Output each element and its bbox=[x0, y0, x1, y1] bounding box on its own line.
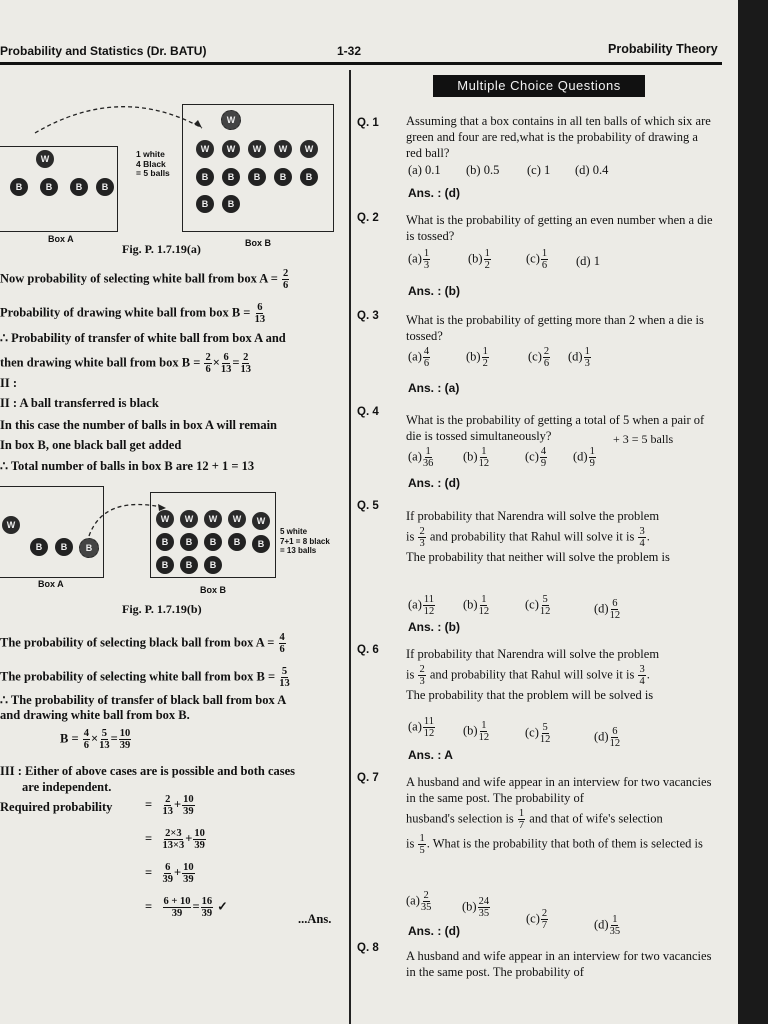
option-d: (d) $\frac{1}{9}$ bbox=[573, 446, 595, 469]
option-c: (c) $\frac{2}{6}$ bbox=[528, 346, 550, 369]
transferred-black-ball: B bbox=[79, 538, 99, 558]
option-d: (d) $\frac{6}{12}$ bbox=[594, 598, 621, 621]
option-b: (b) $\frac{1}{2}$ bbox=[468, 248, 490, 271]
white-ball: W bbox=[204, 510, 222, 528]
answer: Ans. : (a) bbox=[408, 381, 460, 395]
answer: Ans. : (d) bbox=[408, 924, 460, 938]
white-ball: W bbox=[248, 140, 266, 158]
black-ball: B bbox=[204, 556, 222, 574]
question-number: Q. 3 bbox=[357, 310, 379, 322]
text-line: then drawing white ball from box B = $\frac{2}{6}$ × $\frac{6}{13}$ = $\frac{2}{13}$ bbox=[0, 352, 251, 375]
required-probability-label: Required probability bbox=[0, 800, 113, 814]
equation-step: = $\frac{2\times 3}{13\times 3}$ + $\frac{10}{39}$ bbox=[145, 828, 205, 851]
option-a: (a) $\frac{1}{36}$ bbox=[408, 446, 434, 469]
handwritten-overlay: + 3 = 5 balls bbox=[613, 432, 674, 446]
text-line: Probability of drawing white ball from box B = $\frac{6}{13}$ bbox=[0, 302, 266, 325]
option-a: (a) $\frac{1}{3}$ bbox=[408, 248, 430, 271]
option-b: (b) $\frac{1}{12}$ bbox=[463, 594, 490, 617]
option-c: (c) $\frac{5}{12}$ bbox=[525, 722, 551, 745]
option-a: (a) 0.1 bbox=[408, 163, 441, 177]
option-b: (b) $\frac{1}{2}$ bbox=[466, 346, 488, 369]
white-ball: W bbox=[2, 516, 20, 534]
black-ball: B bbox=[180, 533, 198, 551]
black-ball: B bbox=[196, 168, 214, 186]
text-line: In box B, one black ball get added bbox=[0, 438, 182, 452]
text-line: ∴ The probability of transfer of black ball from box A bbox=[0, 693, 287, 707]
answer: Ans. : (d) bbox=[408, 476, 460, 490]
text-line: ∴ Probability of transfer of white ball from box A and bbox=[0, 331, 286, 345]
option-a: (a) $\frac{11}{12}$ bbox=[408, 716, 435, 739]
question-number: Q. 5 bbox=[357, 500, 379, 512]
section-heading: III : Either of above cases are is possible and both cases bbox=[0, 764, 296, 778]
text-line: II : bbox=[0, 376, 18, 390]
black-ball: B bbox=[228, 533, 246, 551]
text-line: and drawing white ball from box B. bbox=[0, 708, 190, 722]
text-line: The probability of selecting white ball from box B = $\frac{5}{13}$ bbox=[0, 666, 290, 689]
text-line: The probability of selecting black ball from box A = $\frac{4}{6}$ bbox=[0, 632, 285, 655]
box-b-label: Box B bbox=[245, 238, 272, 248]
box-a-note: 1 white 4 Black = 5 balls bbox=[136, 149, 170, 178]
check-mark-icon: ✓ bbox=[217, 899, 228, 914]
section-heading: II : A ball transferred is black bbox=[0, 396, 159, 410]
figure-a-caption: Fig. P. 1.7.19(a) bbox=[122, 242, 201, 256]
answer: Ans. : (b) bbox=[408, 284, 460, 298]
question-text: If probability that Narendra will solve the problem is $\frac{2}{3}$ and probability that Rahul will solve it is $\frac{3}{4}$ . The probability that neither will solve the problem is bbox=[406, 509, 670, 564]
box-b-label: Box B bbox=[200, 585, 227, 595]
white-ball: W bbox=[274, 140, 292, 158]
option-d: (d) 0.4 bbox=[575, 163, 609, 177]
white-ball: W bbox=[252, 512, 270, 530]
option-b: (b) 0.5 bbox=[466, 163, 500, 177]
option-a: (a) $\frac{4}{6}$ bbox=[408, 346, 430, 369]
question-text: What is the probability of getting a total of 5 when a pair of die is tossed simultaneously? bbox=[406, 413, 705, 443]
text-line: In this case the number of balls in box A will remain bbox=[0, 418, 278, 432]
answer: Ans. : (b) bbox=[408, 620, 460, 634]
option-b: (b) $\frac{1}{12}$ bbox=[463, 446, 490, 469]
question-text: If probability that Narendra will solve the problem is $\frac{2}{3}$ and probability that Rahul will solve it is $\frac{3}{4}$ . The probability that the problem will be solved is bbox=[406, 647, 660, 702]
answer-tag: ...Ans. bbox=[298, 912, 332, 926]
option-c: (c) $\frac{2}{7}$ bbox=[526, 908, 548, 931]
option-c: (c) $\frac{4}{9}$ bbox=[525, 446, 547, 469]
question-number: Q. 7 bbox=[357, 772, 379, 784]
answer: Ans. : (d) bbox=[408, 186, 460, 200]
black-ball: B bbox=[274, 168, 292, 186]
header-page-number: 1-32 bbox=[337, 44, 362, 58]
black-ball: B bbox=[10, 178, 28, 196]
black-ball: B bbox=[222, 168, 240, 186]
option-b: (b) $\frac{1}{12}$ bbox=[463, 720, 490, 743]
white-ball: W bbox=[156, 510, 174, 528]
question-text: What is the probability of getting an even number when a die is tossed? bbox=[406, 213, 713, 243]
question-text: A husband and wife appear in an interview for two vacancies in the same post. The probability of bbox=[406, 949, 712, 979]
black-ball: B bbox=[156, 533, 174, 551]
mcq-heading: Multiple Choice Questions bbox=[433, 75, 645, 97]
option-a: (a) $\frac{11}{12}$ bbox=[408, 594, 435, 617]
option-a: (a) $\frac{2}{35}$ bbox=[406, 890, 432, 913]
equation-step: = $\frac{6 + 10}{39}$ = $\frac{16}{39}$ ✓ bbox=[145, 896, 228, 919]
answer: Ans. : A bbox=[408, 748, 453, 762]
figure-b-caption: Fig. P. 1.7.19(b) bbox=[122, 602, 202, 616]
question-number: Q. 4 bbox=[357, 406, 379, 418]
black-ball: B bbox=[70, 178, 88, 196]
text-line: Now probability of selecting white ball from box A = $\frac{2}{6}$ bbox=[0, 268, 289, 291]
question-number: Q. 6 bbox=[357, 644, 379, 656]
option-d: (d) $\frac{6}{12}$ bbox=[594, 726, 621, 749]
option-c: (c) 1 bbox=[527, 163, 551, 177]
equation: B = $\frac{4}{6}$ × $\frac{5}{13}$ = $\frac{10}{39}$ bbox=[60, 728, 131, 751]
black-ball: B bbox=[55, 538, 73, 556]
black-ball: B bbox=[300, 168, 318, 186]
white-ball: W bbox=[180, 510, 198, 528]
question-number: Q. 2 bbox=[357, 212, 379, 224]
equation-step: = $\frac{6}{39}$ + $\frac{10}{39}$ bbox=[145, 862, 194, 885]
option-d: (d) $\frac{1}{3}$ bbox=[568, 346, 590, 369]
option-c: (c) $\frac{1}{6}$ bbox=[526, 248, 548, 271]
question-number: Q. 1 bbox=[357, 117, 379, 129]
white-ball: W bbox=[222, 140, 240, 158]
white-ball: W bbox=[36, 150, 54, 168]
box-a-label: Box A bbox=[38, 579, 64, 589]
black-ball: B bbox=[30, 538, 48, 556]
black-ball: B bbox=[96, 178, 114, 196]
question-text: Assuming that a box contains in all ten balls of which six are green and four are red,what is the probability of drawing a red ball? bbox=[406, 114, 711, 160]
option-c: (c) $\frac{5}{12}$ bbox=[525, 594, 551, 617]
white-ball: W bbox=[196, 140, 214, 158]
option-d: (d) 1 bbox=[576, 254, 600, 268]
black-ball: B bbox=[40, 178, 58, 196]
white-ball: W bbox=[300, 140, 318, 158]
equation-step: = $\frac{2}{13}$ + $\frac{10}{39}$ bbox=[145, 794, 194, 817]
box-a-label: Box A bbox=[48, 234, 74, 244]
black-ball: B bbox=[204, 533, 222, 551]
black-ball: B bbox=[248, 168, 266, 186]
option-d: (d) $\frac{1}{35}$ bbox=[594, 914, 621, 937]
text-line: are independent. bbox=[22, 780, 112, 794]
box-b-note: 5 white 7+1 = 8 black = 13 balls bbox=[280, 527, 330, 555]
black-ball: B bbox=[156, 556, 174, 574]
transferred-white-ball: W bbox=[221, 110, 241, 130]
question-text: What is the probability of getting more than 2 when a die is tossed? bbox=[406, 313, 704, 343]
text-line: ∴ Total number of balls in box B are 12 + 1 = 13 bbox=[0, 459, 255, 473]
question-number: Q. 8 bbox=[357, 942, 379, 954]
header-chapter-title: Probability Theory bbox=[608, 42, 718, 56]
header-book-title: Probability and Statistics (Dr. BATU) bbox=[0, 44, 207, 58]
column-divider bbox=[349, 70, 351, 1024]
question-text: A husband and wife appear in an interview for two vacancies in the same post. The probability of husband's selection is $\frac{1}{7}$ and that of wife's selection is $\frac{1}{5}$ . What is the probability that both of them is selected is bbox=[406, 775, 712, 856]
black-ball: B bbox=[180, 556, 198, 574]
option-b: (b) $\frac{24}{35}$ bbox=[462, 896, 490, 919]
white-ball: W bbox=[228, 510, 246, 528]
header-rule bbox=[0, 62, 722, 65]
black-ball: B bbox=[196, 195, 214, 213]
black-ball: B bbox=[252, 535, 270, 553]
black-ball: B bbox=[222, 195, 240, 213]
